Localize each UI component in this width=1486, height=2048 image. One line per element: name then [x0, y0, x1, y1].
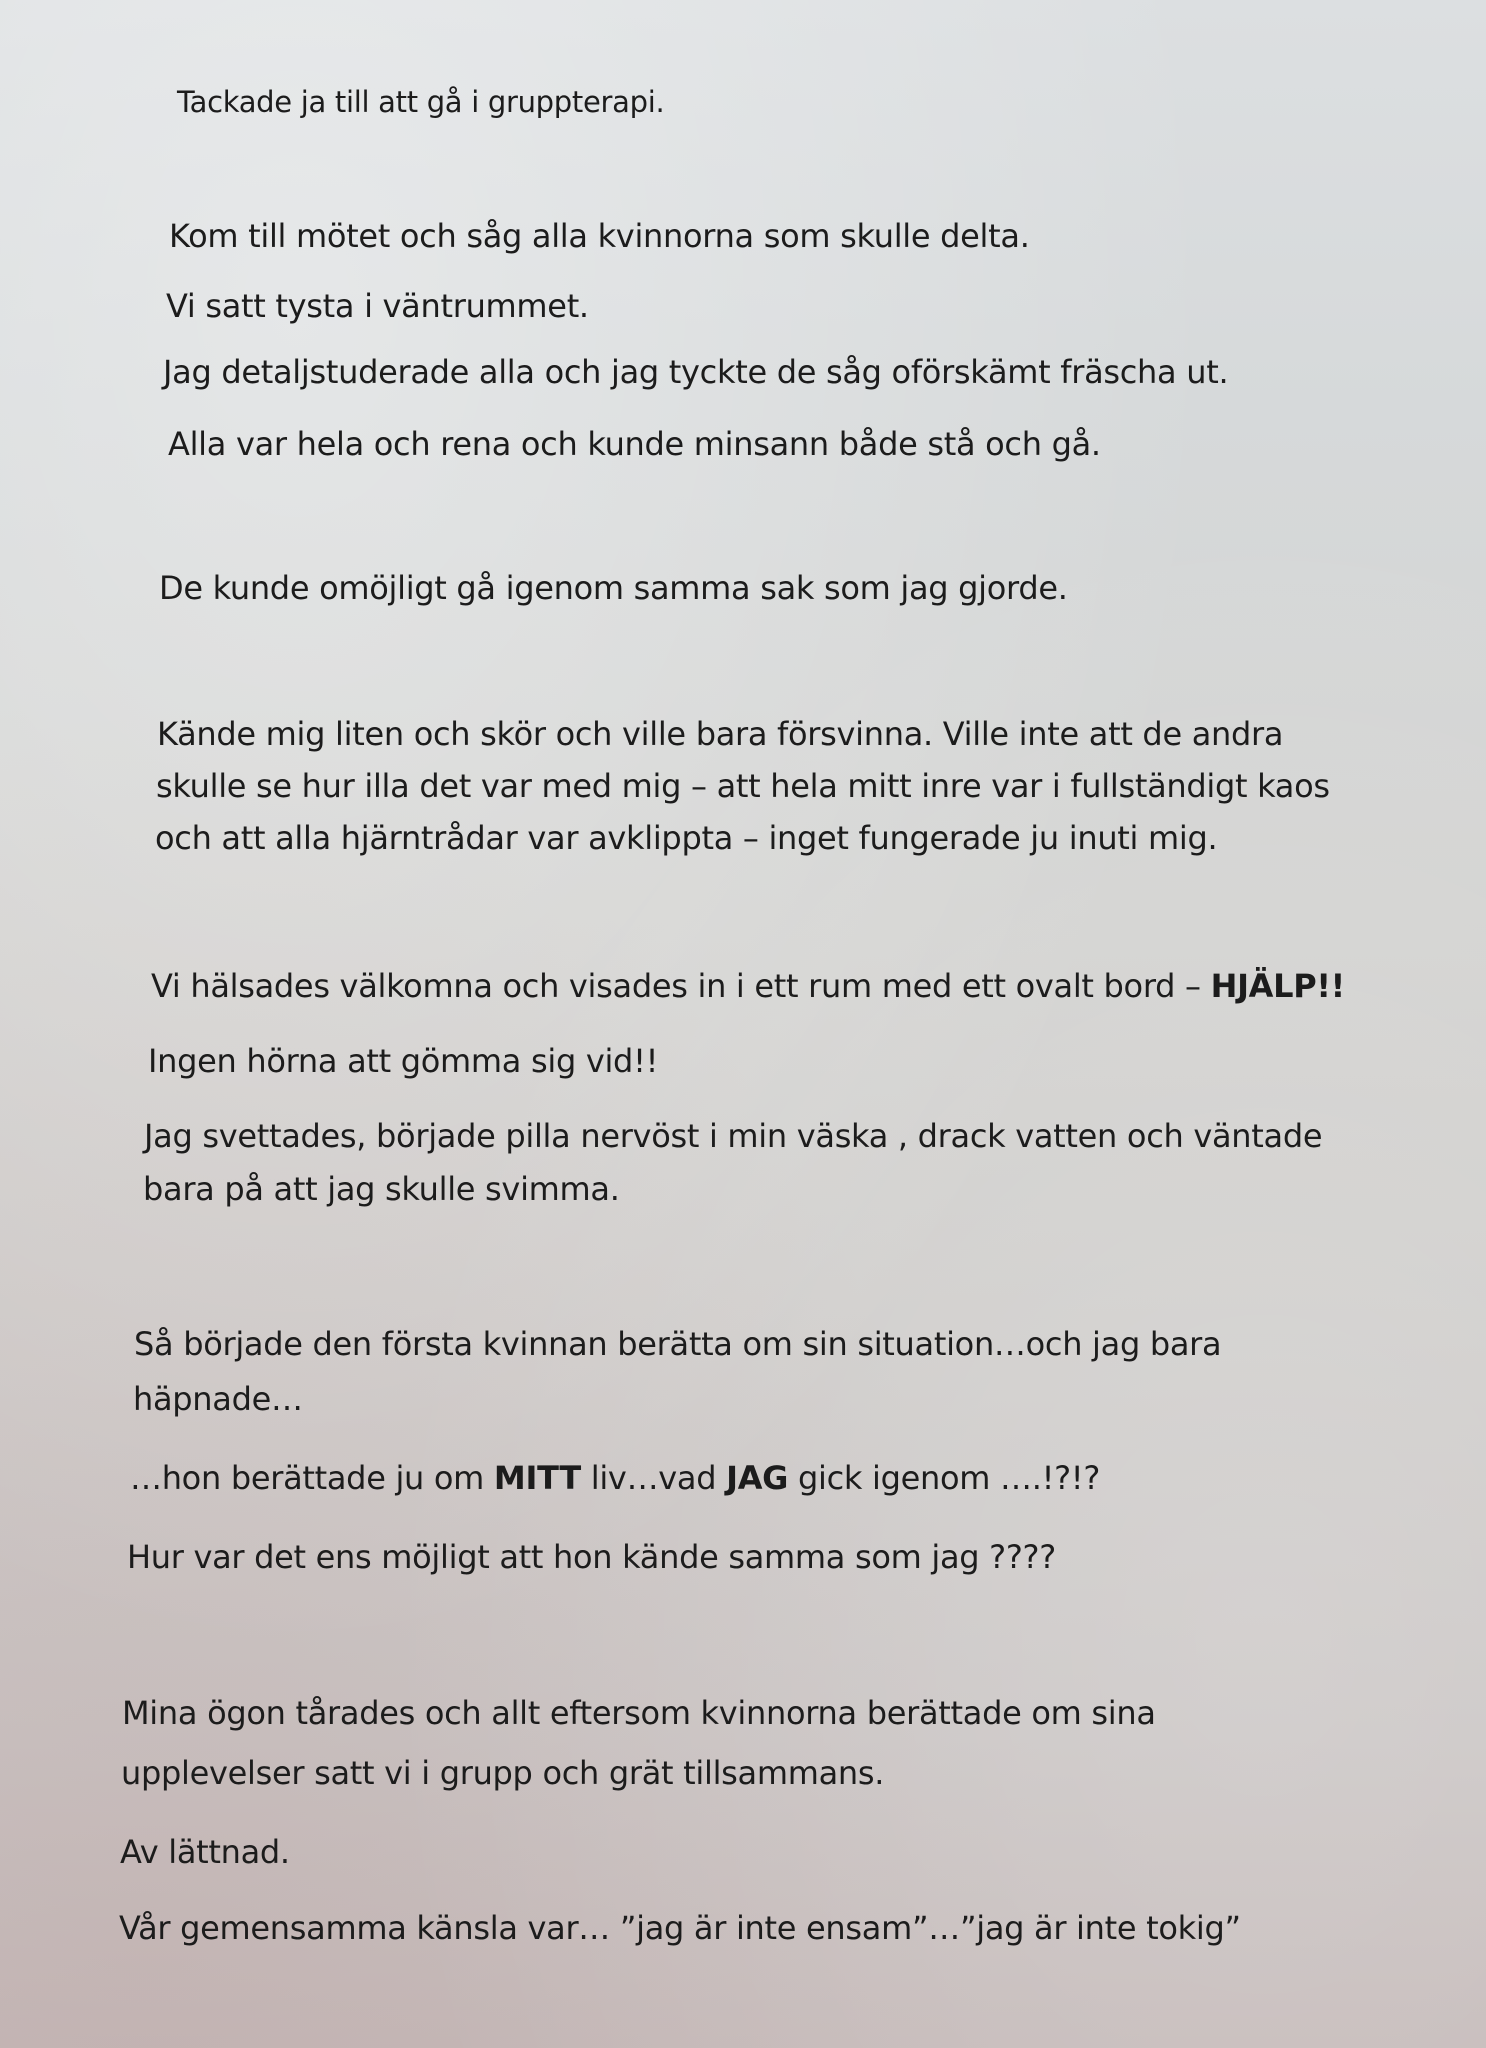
text-line: häpnade…	[133, 1380, 303, 1418]
text-line: och att alla hjärntrådar var avklippta – inget fungerade ju inuti mig.	[155, 819, 1218, 857]
text-line: Vi satt tysta i väntrummet.	[166, 287, 589, 325]
text-line: Vår gemensamma känsla var… ”jag är inte ensam”…”jag är inte tokig”	[119, 1909, 1241, 1947]
text-line	[130, 1459, 1101, 1497]
text-line: Tackade ja till att gå i gruppterapi.	[177, 85, 665, 119]
text-line: bara på att jag skulle svimma.	[143, 1170, 620, 1208]
text-line: skulle se hur illa det var med mig – att hela mitt inre var i fullständigt kaos	[156, 767, 1330, 805]
emphasis-text: HJÄLP!!	[1210, 967, 1345, 1005]
text-line: Jag detaljstuderade alla och jag tyckte de såg oförskämt fräscha ut.	[163, 353, 1229, 391]
emphasis-text: MITT	[493, 1459, 581, 1497]
text-run: Vi hälsades välkomna och visades in i ett rum med ett ovalt bord –	[151, 967, 1211, 1005]
text-line: Jag svettades, började pilla nervöst i min väska , drack vatten och väntade	[144, 1117, 1323, 1155]
text-line: upplevelser satt vi i grupp och grät tillsammans.	[121, 1754, 885, 1792]
text-line: Alla var hela och rena och kunde minsann både stå och gå.	[168, 425, 1101, 463]
text-line: Av lättnad.	[120, 1833, 290, 1871]
text-line: Hur var det ens möjligt att hon kände samma som jag ????	[127, 1538, 1056, 1576]
text-line: De kunde omöjligt gå igenom samma sak som jag gjorde.	[159, 569, 1068, 607]
emphasis-text: JAG	[726, 1459, 789, 1497]
text-line: Kom till mötet och såg alla kvinnorna som skulle delta.	[169, 217, 1030, 255]
text-run: liv…vad	[580, 1459, 727, 1497]
text-line: Ingen hörna att gömma sig vid!!	[148, 1042, 659, 1080]
text-run: gick igenom ….!?!?	[788, 1459, 1101, 1497]
text-line: Kände mig liten och skör och ville bara försvinna. Ville inte att de andra	[157, 715, 1284, 753]
text-line: Mina ögon tårades och allt eftersom kvinnorna berättade om sina	[122, 1694, 1156, 1732]
text-line: Så började den första kvinnan berätta om sin situation…och jag bara	[134, 1325, 1222, 1363]
text-line	[151, 967, 1345, 1005]
text-run: …hon berättade ju om	[130, 1459, 494, 1497]
